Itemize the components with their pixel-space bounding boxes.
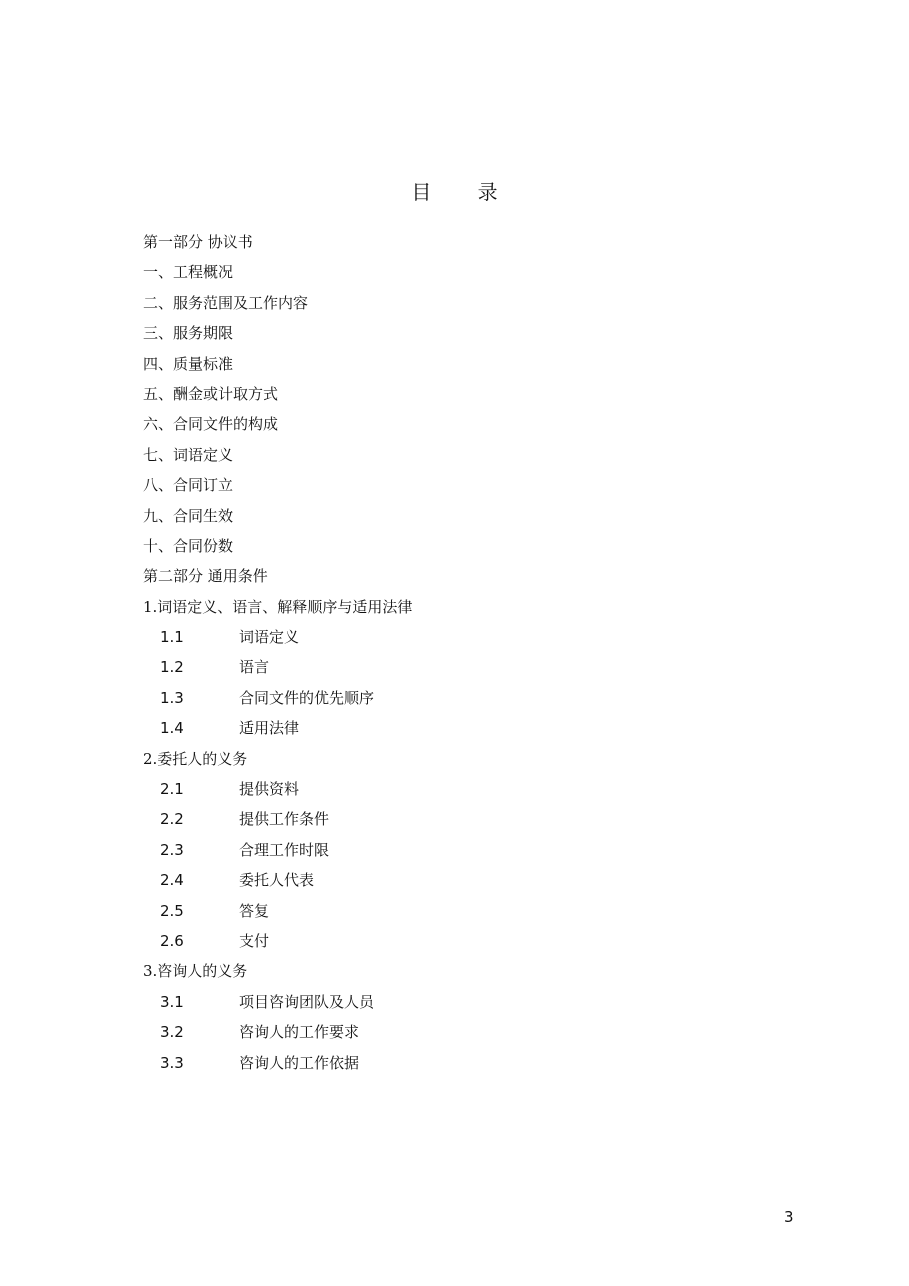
toc-entry-10: 十、合同份数 (143, 536, 234, 555)
toc-subitem (143, 870, 803, 900)
toc-subitem-label: 提供资料 (239, 780, 300, 799)
toc-entry-1: 一、工程概况 (143, 263, 234, 282)
toc-subitem-label: 提供工作条件 (239, 810, 330, 829)
toc-subitem (143, 657, 803, 687)
toc-section-1-heading: 1.词语定义、语言、解释顺序与适用法律 (143, 597, 413, 616)
toc-subitem-number: 1.3 (160, 688, 184, 707)
toc-entry-2: 二、服务范围及工作内容 (143, 293, 309, 312)
toc-part-2: 第二部分 通用条件 (143, 567, 268, 586)
toc-subitem-number: 2.3 (160, 840, 184, 859)
toc-subitem-number: 3.2 (160, 1023, 184, 1042)
toc-subitem (143, 779, 803, 809)
toc-subitem-number: 3.3 (160, 1053, 184, 1072)
toc-section-2-heading: 2.委托人的义务 (143, 749, 248, 768)
toc-subitem (143, 901, 803, 931)
toc-subitem-label: 语言 (239, 658, 270, 677)
toc-subitem (143, 688, 803, 718)
toc-entry-9: 九、合同生效 (143, 506, 234, 525)
toc-entry-3: 三、服务期限 (143, 324, 234, 343)
toc-subitem-label: 答复 (239, 901, 270, 920)
toc-entry-7: 七、词语定义 (143, 445, 234, 464)
toc-subitem (143, 992, 803, 1022)
toc-subitem-number: 2.2 (160, 810, 184, 829)
toc-entry-5: 五、酬金或计取方式 (143, 384, 279, 403)
toc-subitem-label: 委托人代表 (239, 871, 315, 890)
toc-entry-6: 六、合同文件的构成 (143, 415, 279, 434)
toc-subitem (143, 809, 803, 839)
toc-subitem-number: 1.4 (160, 719, 184, 738)
toc-subitem (143, 1022, 803, 1052)
page-title: 目 录 (411, 180, 518, 204)
page-number: 3 (784, 1208, 794, 1226)
toc-entry-8: 八、合同订立 (143, 476, 234, 495)
toc-section-3-heading: 3.咨询人的义务 (143, 962, 248, 981)
toc-part-1: 第一部分 协议书 (143, 233, 253, 251)
toc-subitem-label: 词语定义 (239, 628, 300, 647)
toc-subitem-number: 2.6 (160, 931, 184, 950)
toc-subitem (143, 1053, 803, 1083)
toc-subitem (143, 840, 803, 870)
toc-subitem-label: 项目咨询团队及人员 (239, 992, 375, 1011)
toc-subitem-label: 支付 (239, 931, 270, 950)
toc-subitem-number: 1.1 (160, 628, 184, 647)
toc-subitem (143, 718, 803, 748)
toc-subitem-label: 咨询人的工作依据 (239, 1053, 360, 1072)
toc-subitem-label: 合同文件的优先顺序 (239, 688, 375, 707)
toc-entry-4: 四、质量标准 (143, 354, 234, 373)
toc-subitem-number: 2.4 (160, 871, 184, 890)
table-of-contents (143, 232, 803, 1083)
toc-subitem-number: 2.1 (160, 780, 184, 799)
toc-subitem-number: 1.2 (160, 658, 184, 677)
toc-subitem-label: 合理工作时限 (239, 840, 330, 859)
toc-subitem-number: 2.5 (160, 901, 184, 920)
toc-subitem-number: 3.1 (160, 992, 184, 1011)
toc-subitem-label: 咨询人的工作要求 (239, 1023, 360, 1042)
toc-subitem (143, 627, 803, 657)
toc-subitem-label: 适用法律 (239, 719, 300, 738)
toc-subitem (143, 931, 803, 961)
